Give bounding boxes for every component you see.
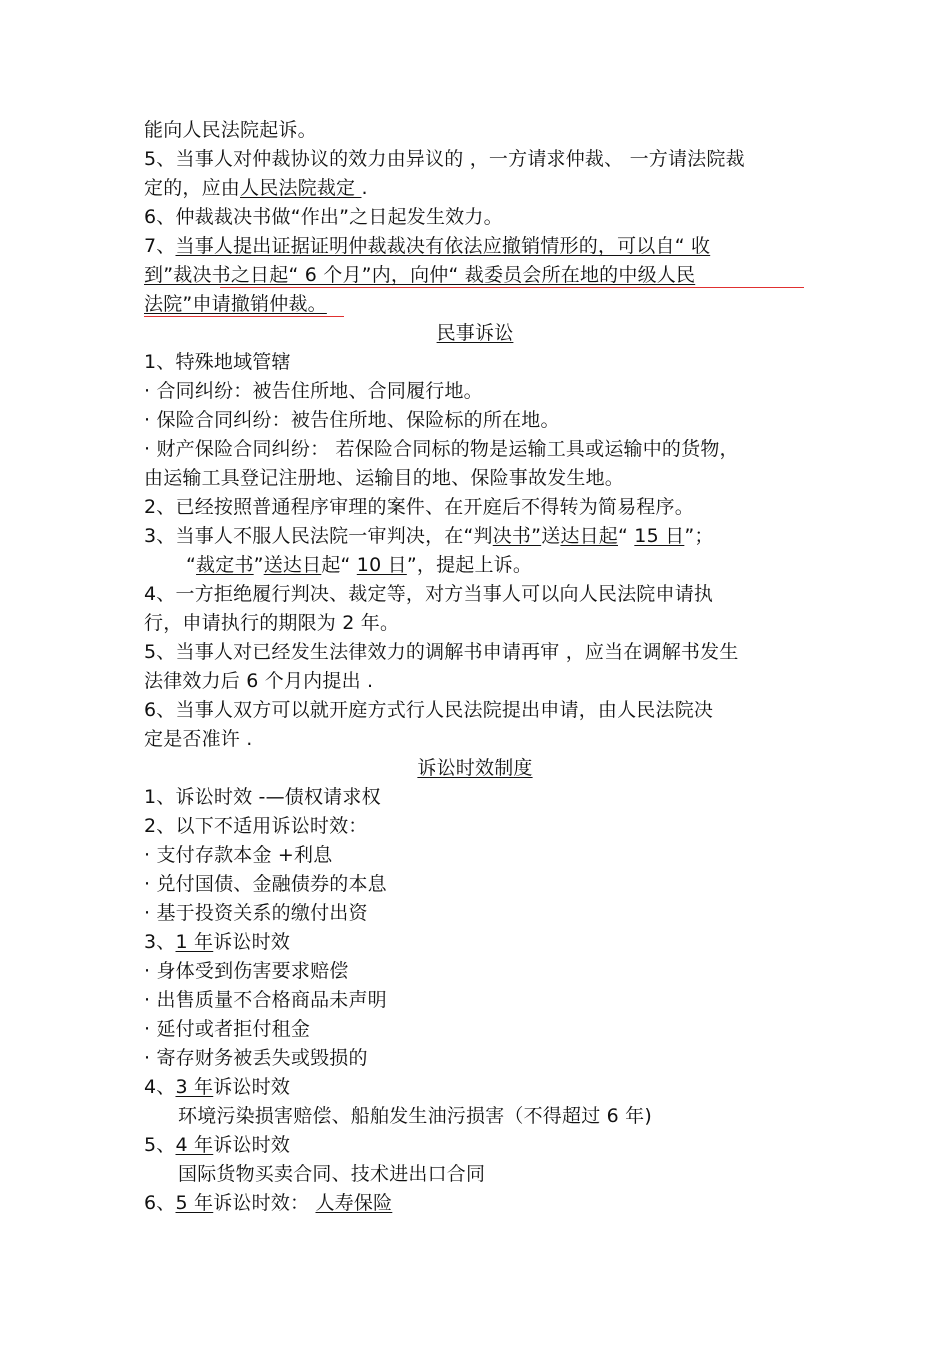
text-line [144,176,368,200]
underlined-text: 5 年 [175,1192,214,1214]
text-line [144,669,373,693]
text-run: 2、已经按照普通程序审理的案件、在开庭后不得转为简易程序。 [144,496,694,518]
text-line [144,698,713,722]
text-run: 法律效力后 6 个月内提出 . [144,670,374,692]
text-run: “ [618,525,635,547]
text-line [144,814,368,838]
text-run: 起“ [321,554,357,576]
text-run: 诉讼时效 [213,1076,291,1098]
text-line [144,959,348,983]
red-rule [220,287,804,288]
text-run: 7、 [144,235,176,257]
text-run: 2、以下不适用诉讼时效： [144,815,368,837]
text-line [144,118,317,142]
underlined-text: 裁定书 [196,554,254,576]
text-run: 送 [541,525,561,547]
underlined-text: 人寿保险 [315,1192,393,1214]
underlined-text: 送达日 [263,554,322,576]
text-run: 定的，应由 [144,177,241,199]
text-line [144,872,387,896]
underlined-text: 10 日 [356,554,407,576]
underlined-text: 民事诉讼 [436,322,514,344]
underlined-text: 3 年 [175,1076,214,1098]
text-run: 国际货物买卖合同、技术进出口合同 [178,1163,486,1185]
text-run: ”； [684,525,714,547]
text-run: 定是否准许 . [144,728,253,750]
text-run: 5、当事人对仲裁协议的效力由异议的 ，一方请求仲裁、 一方请法院裁 [144,148,745,170]
underlined-text: 1 年 [175,931,214,953]
red-rule [144,316,344,317]
text-run: · 财产保险合同纠纷： 若保险合同标的物是运输工具或运输中的货物， [144,438,739,460]
text-line [144,205,503,229]
text-run: 6、 [144,1192,176,1214]
text-line [144,495,694,519]
text-run: 6、仲裁裁决书做“作出”之日起发生效力。 [144,206,503,228]
text-run: · 支付存款本金 +利息 [144,844,333,866]
underlined-text: 诉讼时效制度 [417,757,533,779]
underlined-text: 4 年 [175,1134,214,1156]
text-run: 诉讼时效 [213,931,291,953]
text-run: · 保险合同纠纷：被告住所地、保险标的所在地。 [144,409,560,431]
text-line [144,1191,392,1215]
text-line [144,930,290,954]
text-line [144,466,624,490]
text-line [144,147,745,171]
text-run: · 寄存财务被丢失或毁损的 [144,1047,368,1069]
text-run: ”，提起上诉。 [406,554,533,576]
text-run: . [361,177,368,199]
text-run: 5、当事人对已经发生法律效力的调解书申请再审 ，应当在调解书发生 [144,641,739,663]
text-line [144,234,710,258]
text-run: 诉讼时效 [213,1134,291,1156]
section-heading-civil [0,321,950,345]
underlined-text: 到”裁决书之日起“ 6 个月”内，向仲“ 裁委员会所在地的中级人民 [144,264,696,286]
text-run: 1、特殊地域管辖 [144,351,291,373]
text-line [144,988,387,1012]
underlined-text: 人民法院裁定 [240,177,362,199]
text-line [144,292,327,316]
text-run: 4、一方拒绝履行判决、裁定等，对方当事人可以向人民法院申请执 [144,583,714,605]
text-line [144,1046,368,1070]
text-line [144,379,483,403]
text-line [144,437,739,461]
text-run: 环境污染损害赔偿、船舶发生油污损害（不得超过 6 年) [178,1105,652,1127]
text-run: ” [253,554,264,576]
text-line [144,640,739,664]
text-line [144,350,291,374]
text-run: · 延付或者拒付租金 [144,1018,311,1040]
section-heading-limitation [0,756,950,780]
text-run: 3、当事人不服人民法院一审判决，在“判 [144,525,493,547]
text-line [144,582,713,606]
text-line [144,1133,290,1157]
text-run: · 兑付国债、金融债券的本息 [144,873,387,895]
text-run: · 基于投资关系的缴付出资 [144,902,368,924]
text-line [144,785,381,809]
text-run: 由运输工具登记注册地、运输目的地、保险事故发生地。 [144,467,625,489]
underlined-text: 达日起 [560,525,618,547]
text-line [144,524,714,548]
text-run: 1、诉讼时效 -—债权请求权 [144,786,381,808]
text-line [144,901,368,925]
text-line [144,611,399,635]
text-line [178,1162,485,1186]
text-line [186,553,532,577]
text-run: · 身体受到伤害要求赔偿 [144,960,349,982]
text-run: 诉讼时效： [213,1192,316,1214]
text-run: · 出售质量不合格商品未声明 [144,989,387,1011]
text-run: “ [186,554,197,576]
text-line [144,727,252,751]
text-line [144,1075,290,1099]
underlined-text: 当事人提出证据证明仲裁裁决有依法应撤销情形的，可以自“ 收 [175,235,711,257]
underlined-text: 决书” [492,525,542,547]
text-run: 能向人民法院起诉。 [144,119,317,141]
text-run: 6、当事人双方可以就开庭方式行人民法院提出申请，由人民法院决 [144,699,714,721]
text-line [144,263,695,287]
text-line [144,1017,310,1041]
underlined-text: 法院”申请撤销仲裁。 [144,293,327,315]
underlined-text: 15 日 [634,525,685,547]
text-run: · 合同纠纷：被告住所地、合同履行地。 [144,380,483,402]
text-run: 4、 [144,1076,176,1098]
text-run: 行，申请执行的期限为 2 年。 [144,612,400,634]
text-run: 5、 [144,1134,176,1156]
text-run: 3、 [144,931,176,953]
text-line [178,1104,652,1128]
text-line [144,843,332,867]
text-line [144,408,560,432]
